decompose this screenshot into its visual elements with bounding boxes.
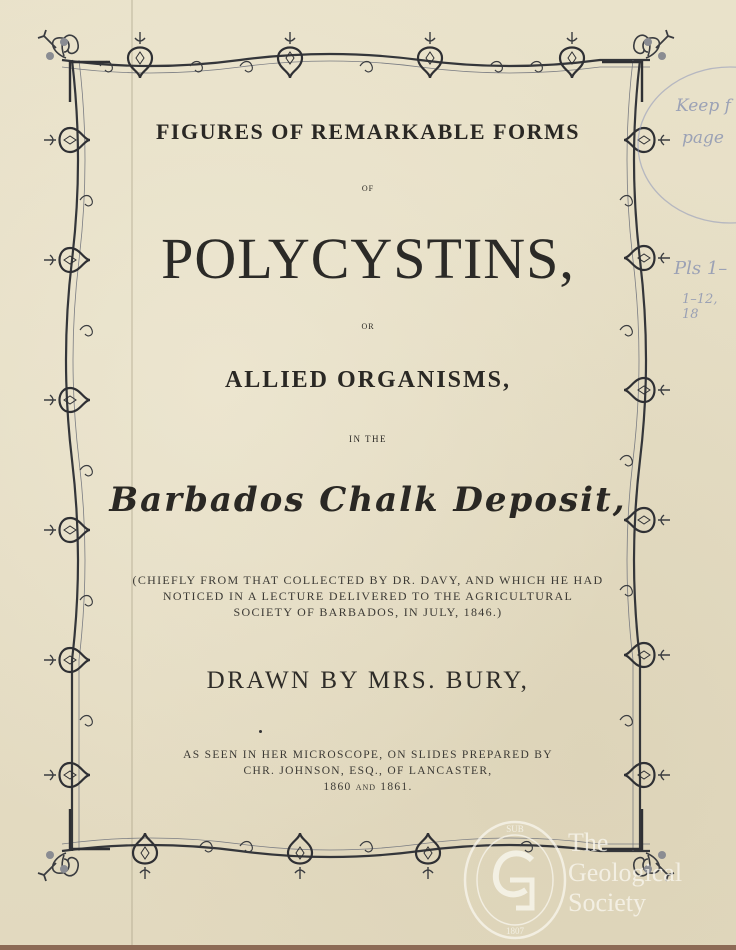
- pencil-note-plate-range: 1–12, 18: [682, 292, 718, 322]
- year-start: 1860: [323, 781, 352, 793]
- seal-year: 1807: [506, 926, 524, 936]
- seal-top-text: SUB: [506, 824, 524, 834]
- note-line: NOTICED IN A LECTURE DELIVERED TO THE AGRICULTURAL: [162, 589, 574, 603]
- author-line: DRAWN BY MRS. BURY,: [206, 667, 530, 694]
- note-line: SOCIETY OF BARBADOS, IN JULY, 1846.): [233, 605, 503, 619]
- watermark-geological: Geological: [568, 858, 683, 887]
- year-joiner: AND: [355, 783, 377, 792]
- page-bottom-edge: [0, 945, 736, 950]
- source-line: AS SEEN IN HER MICROSCOPE, ON SLIDES PREPARED BY: [183, 749, 553, 761]
- ink-speck: [259, 730, 262, 733]
- note-paragraph: [0, 572, 736, 620]
- pencil-note-plates: Pls 1–: [674, 258, 728, 279]
- connector-or: OR: [361, 322, 375, 331]
- source-paragraph: [0, 747, 736, 796]
- connector-of: OF: [361, 184, 375, 193]
- location-blackletter-title: Barbados Chalk Deposit,: [109, 480, 627, 520]
- source-line: CHR. JOHNSON, ESQ., OF LANCASTER,: [243, 765, 493, 777]
- watermark-society: Society: [568, 888, 646, 917]
- geological-society-seal-icon: [460, 818, 570, 942]
- connector-in-the: IN THE: [348, 434, 388, 444]
- pencil-note-page: page: [682, 128, 724, 148]
- watermark-the: The: [568, 828, 609, 857]
- year-end: 1861.: [380, 781, 413, 793]
- pencil-note-keep: Keep f: [676, 96, 731, 116]
- years-line: [0, 779, 736, 796]
- heading-figures-of-remarkable-forms: FIGURES OF REMARKABLE FORMS: [155, 119, 581, 144]
- main-title-polycystins: POLYCYSTINS,: [161, 226, 575, 291]
- note-line: (CHIEFLY FROM THAT COLLECTED BY DR. DAVY, AND WHICH HE HAD: [132, 573, 604, 587]
- subtitle-allied-organisms: ALLIED ORGANISMS,: [224, 367, 512, 393]
